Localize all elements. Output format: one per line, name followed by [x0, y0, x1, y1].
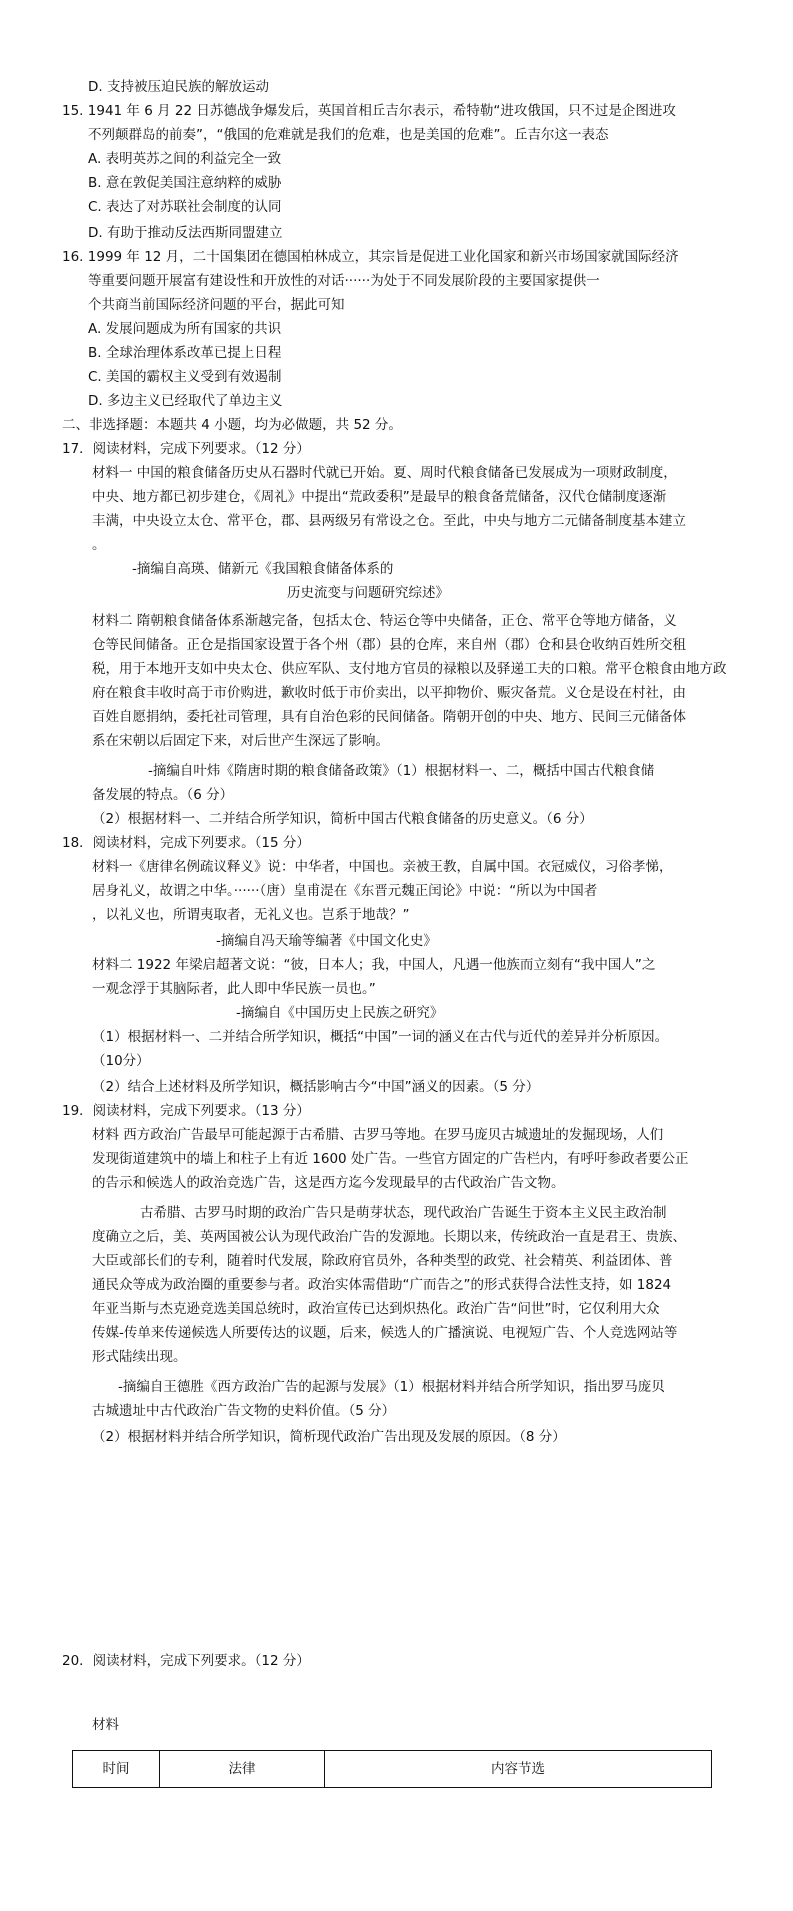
- q17-material1-line: 丰满，中央设立太仓、常平仓，郡、县两级另有常设之仓。至此，中央与地方二元储备制度基本建立: [92, 513, 686, 529]
- q17-source2-question1: -摘编自叶炜《隋唐时期的粮食储备政策》（1）根据材料一、二，概括中国古代粮食储: [148, 763, 655, 779]
- q18-question2: （2）结合上述材料及所学知识，概括影响古今“中国”涵义的因素。（5 分）: [92, 1079, 540, 1095]
- q15-option-d: D. 有助于推动反法西斯同盟建立: [88, 225, 283, 241]
- q16-stem-line: 个共商当前国际经济问题的平台，据此可知: [88, 297, 345, 313]
- q16-option-d: D. 多边主义已经取代了单边主义: [88, 393, 283, 409]
- q19-material-line: 度确立之后，美、英两国被公认为现代政治广告的发源地。长期以来，传统政治一直是君王、贵族、: [92, 1229, 686, 1245]
- q17-source1: -摘编自高瑛、储新元《我国粮食储备体系的: [132, 561, 394, 577]
- q19-title: 19．阅读材料，完成下列要求。（13 分）: [62, 1103, 310, 1119]
- q15-option-a: A. 表明英苏之间的利益完全一致: [88, 151, 282, 167]
- q19-question1-cont: 古城遗址中古代政治广告文物的史料价值。（5 分）: [92, 1403, 396, 1419]
- q18-material1-line: ，以礼义也，所谓夷取者，无礼义也。岂系于地哉？”: [92, 907, 410, 923]
- q20-table: [72, 1750, 712, 1788]
- q18-material2-line: 材料二 1922 年梁启超著文说：“彼，日本人；我，中国人，凡遇一他族而立刻有“我中国人”之: [92, 957, 656, 973]
- q19-material-line: 的告示和候选人的政治竞选广告，这是西方迄今发现最早的古代政治广告文物。: [92, 1175, 565, 1191]
- q17-material1-line: 材料一 中国的粮食储备历史从石器时代就已开始。夏、周时代粮食储备已发展成为一项财政制度，: [92, 465, 677, 481]
- q20-title: 20．阅读材料，完成下列要求。（12 分）: [62, 1653, 310, 1669]
- q17-material1-line: 中央、地方都已初步建仓，《周礼》中提出“荒政委积”是最早的粮食备荒储备，汉代仓储制度逐渐: [92, 489, 667, 505]
- q18-question1: （1）根据材料一、二并结合所学知识，概括“中国”一词的涵义在古代与近代的差异并分析原因。: [92, 1029, 669, 1045]
- q19-material-line: 形式陆续出现。: [92, 1349, 187, 1365]
- q20-material-label: 材料: [92, 1717, 119, 1733]
- q19-material-line: 年亚当斯与杰克逊竞选美国总统时，政治宣传已达到炽热化。政治广告“问世”时，它仅利用大众: [92, 1301, 660, 1317]
- q14-option-d: D. 支持被压迫民族的解放运动: [88, 79, 269, 95]
- q16-stem-line: 等重要问题开展富有建设性和开放性的对话······为处于不同发展阶段的主要国家提供一: [88, 273, 600, 289]
- table-header-cell: 内容节选: [325, 1751, 712, 1788]
- table-header-cell: 时间: [73, 1751, 160, 1788]
- q19-material-line: 发现街道建筑中的墙上和柱子上有近 1600 处广告。一些官方固定的广告栏内，有呼吁参政者要公正: [92, 1151, 689, 1167]
- q17-question2: （2）根据材料一、二并结合所学知识，简析中国古代粮食储备的历史意义。（6 分）: [92, 811, 593, 827]
- table-header-row: [73, 1751, 712, 1788]
- q16-option-a: A. 发展问题成为所有国家的共识: [88, 321, 282, 337]
- q15-stem-line: 不列颠群岛的前奏”，“俄国的危难就是我们的危难，也是美国的危难”。丘吉尔这一表态: [88, 127, 609, 143]
- q18-material2-line: 一观念浮于其脑际者，此人即中华民族一员也。”: [92, 981, 376, 997]
- q17-material2-line: 税，用于本地开支如中央太仓、供应军队、支付地方官员的禄粮以及驿递工夫的口粮。常平仓粮食由地方政: [92, 661, 727, 677]
- q19-source-question1: -摘编自王德胜《西方政治广告的起源与发展》（1）根据材料并结合所学知识，指出罗马庞贝: [118, 1379, 665, 1395]
- q19-material-line: 古希腊、古罗马时期的政治广告只是萌芽状态，现代政治广告诞生于资本主义民主政治制: [140, 1205, 667, 1221]
- q16-stem-line: 16. 1999 年 12 月，二十国集团在德国柏林成立，其宗旨是促进工业化国家和新兴市场国家就国际经济: [62, 249, 679, 265]
- q19-material-line: 材料 西方政治广告最早可能起源于古希腊、古罗马等地。在罗马庞贝古城遗址的发掘现场，人们: [92, 1127, 664, 1143]
- q17-material1-line: 。: [92, 537, 106, 553]
- q17-material2-line: 系在宋朝以后固定下来，对后世产生深远了影响。: [92, 733, 389, 749]
- q17-material2-line: 材料二 隋朝粮食储备体系渐越完备，包括太仓、特运仓等中央储备，正仓、常平仓等地方储备，义: [92, 613, 677, 629]
- q17-material2-line: 百姓自愿捐纳，委托社司管理，具有自治色彩的民间储备。隋朝开创的中央、地方、民间三元储备体: [92, 709, 686, 725]
- q17-material2-line: 仓等民间储备。正仓是指国家设置于各个州（郡）县的仓库，来自州（郡）仓和县仓收纳百姓所交租: [92, 637, 686, 653]
- q17-source1: 历史流变与问题研究综述》: [287, 585, 449, 601]
- q16-option-b: B. 全球治理体系改革已提上日程: [88, 345, 282, 361]
- q15-option-b: B. 意在敦促美国注意纳粹的威胁: [88, 175, 282, 191]
- q18-title: 18．阅读材料，完成下列要求。（15 分）: [62, 835, 310, 851]
- q19-question2: （2）根据材料并结合所学知识，简析现代政治广告出现及发展的原因。（8 分）: [92, 1429, 566, 1445]
- q19-material-line: 通民众等成为政治圈的重要参与者。政治实体需借助“广而告之”的形式获得合法性支持，如 1824: [92, 1277, 672, 1293]
- q15-option-c: C. 表达了对苏联社会制度的认同: [88, 199, 282, 215]
- section-heading: 二、非选择题：本题共 4 小题，均为必做题，共 52 分。: [62, 417, 402, 433]
- q18-material1-line: 材料一《唐律名例疏议释义》说：中华者，中国也。亲被王教，自属中国。衣冠威仪，习俗孝悌，: [92, 859, 673, 875]
- q17-material2-line: 府在粮食丰收时高于市价购进，歉收时低于市价卖出，以平抑物价、赈灾备荒。义仓是设在村社，由: [92, 685, 686, 701]
- q18-material1-line: 居身礼义，故谓之中华。······（唐）皇甫湜在《东晋元魏正闰论》中说：“所以为中国者: [92, 883, 598, 899]
- q19-material-line: 大臣或部长们的专利，随着时代发展，除政府官员外，各种类型的政党、社会精英、利益团体、普: [92, 1253, 673, 1269]
- q17-title: 17．阅读材料，完成下列要求。（12 分）: [62, 441, 310, 457]
- q16-option-c: C. 美国的霸权主义受到有效遏制: [88, 369, 282, 385]
- q19-material-line: 传媒-传单来传递候选人所要传达的议题，后来，候选人的广播演说、电视短广告、个人竞选网站等: [92, 1325, 678, 1341]
- table-header-cell: 法律: [160, 1751, 325, 1788]
- q18-source1: -摘编自冯天瑜等编著《中国文化史》: [216, 933, 437, 949]
- q18-source2: -摘编自《中国历史上民族之研究》: [236, 1005, 444, 1021]
- q17-question1-cont: 备发展的特点。（6 分）: [92, 787, 234, 803]
- q15-stem-line: 15. 1941 年 6 月 22 日苏德战争爆发后，英国首相丘吉尔表示，希特勒“进攻俄国，只不过是企图进攻: [62, 103, 676, 119]
- q18-question1-cont: （10分）: [92, 1053, 150, 1069]
